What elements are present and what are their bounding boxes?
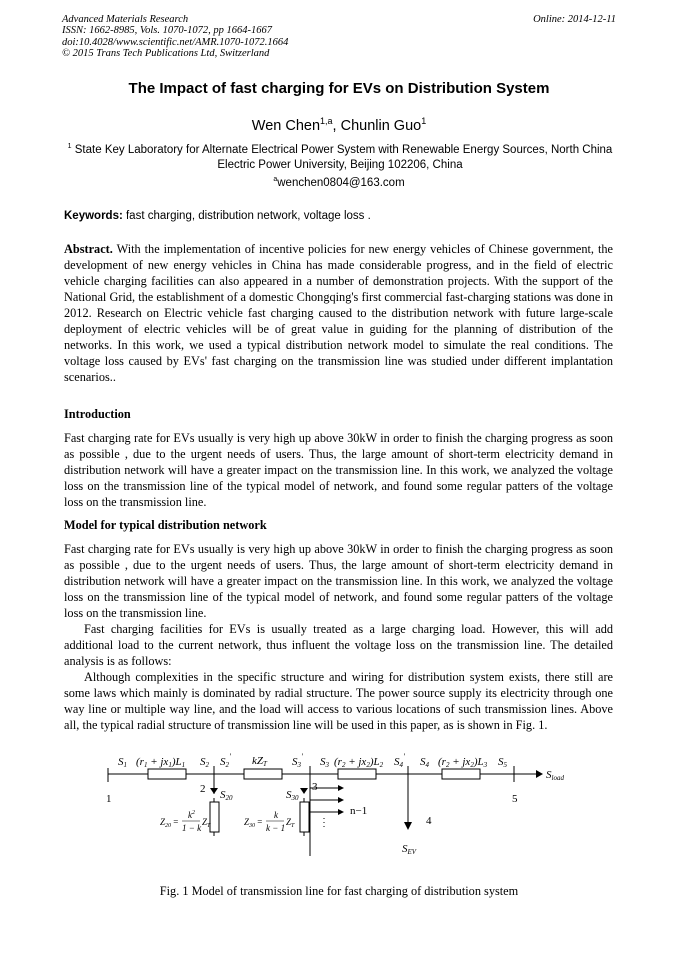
author-1-affil: 1,a <box>320 116 333 126</box>
arrow-s20 <box>210 788 218 794</box>
arrow-feeder-3 <box>338 809 344 815</box>
label-s4: S4 <box>420 756 429 769</box>
eq-z30-num: k <box>274 810 278 820</box>
journal-header <box>62 14 618 60</box>
model-paragraph-3: Although complexities in the specific structure and wiring for distribution system exists, there still are some laws which mainly is dominated by radial structure. The power source supply its electricity through one way line or multiple way line, and the load will access to various locations of such transmission lines. Above all, the typical radial structure of transmission line will be used in this paper, as is shown in Fig. 1. <box>64 670 613 732</box>
figure-caption: Fig. 1 Model of transmission line for fast charging of distribution system <box>159 884 519 898</box>
label-s2-prime: S2' <box>220 752 231 769</box>
impedance-1 <box>148 769 186 779</box>
affiliation-text: State Key Laboratory for Alternate Electrical Power System with Renewable Energy Sources, North China Electric Power University, Beijing 102206, China <box>74 143 613 171</box>
label-s1: S1 <box>118 756 127 769</box>
intro-body <box>64 430 613 510</box>
label-sload: Sload <box>546 769 564 782</box>
label-s30: S30 <box>286 789 299 802</box>
intro-heading: Introduction <box>64 407 131 421</box>
eq-z20-num: $k^2$ <box>188 810 195 820</box>
label-z1: (r1 + jx1)L1 <box>136 756 186 769</box>
node-label-1: 1 <box>106 793 112 805</box>
doi-line[interactable]: doi:10.4028/www.scientific.net/AMR.1070-1072.1664 <box>62 36 289 48</box>
eq-z20-den: 1 − k <box>182 823 202 833</box>
journal-name: Advanced Materials Research <box>62 14 189 25</box>
abstract-text: With the implementation of incentive policies for new energy vehicles of Chinese government, the development of new energy vehicles in China has made considerable progress, and in the field of electric vehicle charging facilities can also appeared in a number of demonstration projects. With the support of the National Grid, the establishment of a domestic Chongqing's first commercial fast-charging stations was done in 2012. Research on Electric vehicle fast charging caused to the distribution network with future large-scale deployment of electric vehicles will be of great value in guiding for the planning of distribution of the networks. In this work, we used a typical distribution network model to simulate the real conditions. The voltage loss caused by EVs' fast charging on the transmission line was studied under different implantation scenarios.. <box>64 242 613 384</box>
label-s2: S2 <box>200 756 209 769</box>
arrow-s30 <box>300 788 308 794</box>
arrow-sload <box>536 770 543 778</box>
model-heading: Model for typical distribution network <box>64 518 267 532</box>
model-paragraph-1: Fast charging rate for EVs usually is very high up above 30kW in order to finish the charging progress as soon as possible , due to the urgent needs of users. Thus, the large amount of short-term electricity demand in distribution network will have a greater impact on the transmission line. In this work, we analyzed the voltage loss on the transmission line of the typical model of network, and found some regular patters of the voltage loss on the transmission line. <box>64 542 613 620</box>
label-z3: (r2 + jx2)L3 <box>438 756 488 769</box>
node-label-5: 5 <box>512 793 518 805</box>
eq-z30-rhs: $Z_T$ <box>286 817 295 829</box>
impedance-3 <box>442 769 480 779</box>
online-date: Online: 2014-12-11 <box>533 14 616 25</box>
transmission-line-diagram <box>96 752 586 872</box>
keywords-label: Keywords: <box>64 210 123 222</box>
author-2: Chunlin Guo <box>340 117 422 134</box>
eq-z30-lhs: $Z_{30}$ = <box>244 817 263 829</box>
eq-z20-rhs: $Z_T$ <box>202 817 211 829</box>
copyright-line: © 2015 Trans Tech Publications Ltd, Switzerland <box>62 48 270 60</box>
intro-paragraph: Fast charging rate for EVs usually is very high up above 30kW in order to finish the charging progress as soon as possible , due to the urgent needs of users. Thus, the large amount of short-term electricity demand in distribution network will have a greater impact on the transmission line. In this work, we analyzed the voltage loss on the transmission line of the typical model of network, and found some regular patters of the voltage loss on the transmission line. <box>64 431 613 509</box>
shunt-impedance-30 <box>300 802 309 832</box>
model-body <box>64 541 613 733</box>
affiliation <box>60 139 620 173</box>
impedance-2 <box>338 769 376 779</box>
paper-title: The Impact of fast charging for EVs on Distribution System <box>128 80 550 97</box>
keywords-text: fast charging, distribution network, voltage loss . <box>122 210 371 222</box>
author-1: Wen Chen <box>251 117 321 134</box>
abstract-label: Abstract. <box>64 242 113 256</box>
arrow-sev <box>404 822 412 830</box>
node-label-4: 4 <box>426 815 432 827</box>
eq-z20-lhs: $Z_{20}$ = <box>160 817 179 829</box>
arrow-feeder-1 <box>338 785 344 791</box>
label-s5: S5 <box>498 756 507 769</box>
transformer-impedance <box>244 769 282 779</box>
label-sev: SEV <box>402 843 417 856</box>
author-separator: , <box>332 117 341 134</box>
shunt-impedance-20 <box>210 802 219 832</box>
model-paragraph-2: Fast charging facilities for EVs is usually treated as a large charging load. However, this will add additional load to the current network, thus influent the voltage loss on the transmission line. The detailed analysis is as follows: <box>64 622 613 668</box>
email <box>0 176 678 189</box>
abstract <box>64 241 613 385</box>
keywords <box>64 210 624 222</box>
eq-z30-den: k − 1 <box>266 823 286 833</box>
arrow-feeder-2 <box>338 797 344 803</box>
node-label-3: 3 <box>312 781 318 793</box>
author-2-affil: 1 <box>421 116 427 126</box>
label-s20: S20 <box>220 789 233 802</box>
affiliation-marker: 1 <box>67 143 72 150</box>
node-label-2: 2 <box>200 783 206 795</box>
label-s4-prime: S4' <box>394 752 405 769</box>
node-label-n-minus-1: n−1 <box>350 805 368 817</box>
label-z2: (r2 + jx2)L2 <box>334 756 384 769</box>
label-kzt: kZT <box>252 755 267 768</box>
email-address[interactable]: wenchen0804@163.com <box>277 176 405 189</box>
issn-line: ISSN: 1662-8985, Vols. 1070-1072, pp 1664-1667 <box>62 25 272 37</box>
label-s3-prime: S3' <box>292 752 303 769</box>
authors <box>0 116 678 134</box>
label-s3: S3 <box>320 756 329 769</box>
email-marker: a <box>273 176 278 183</box>
